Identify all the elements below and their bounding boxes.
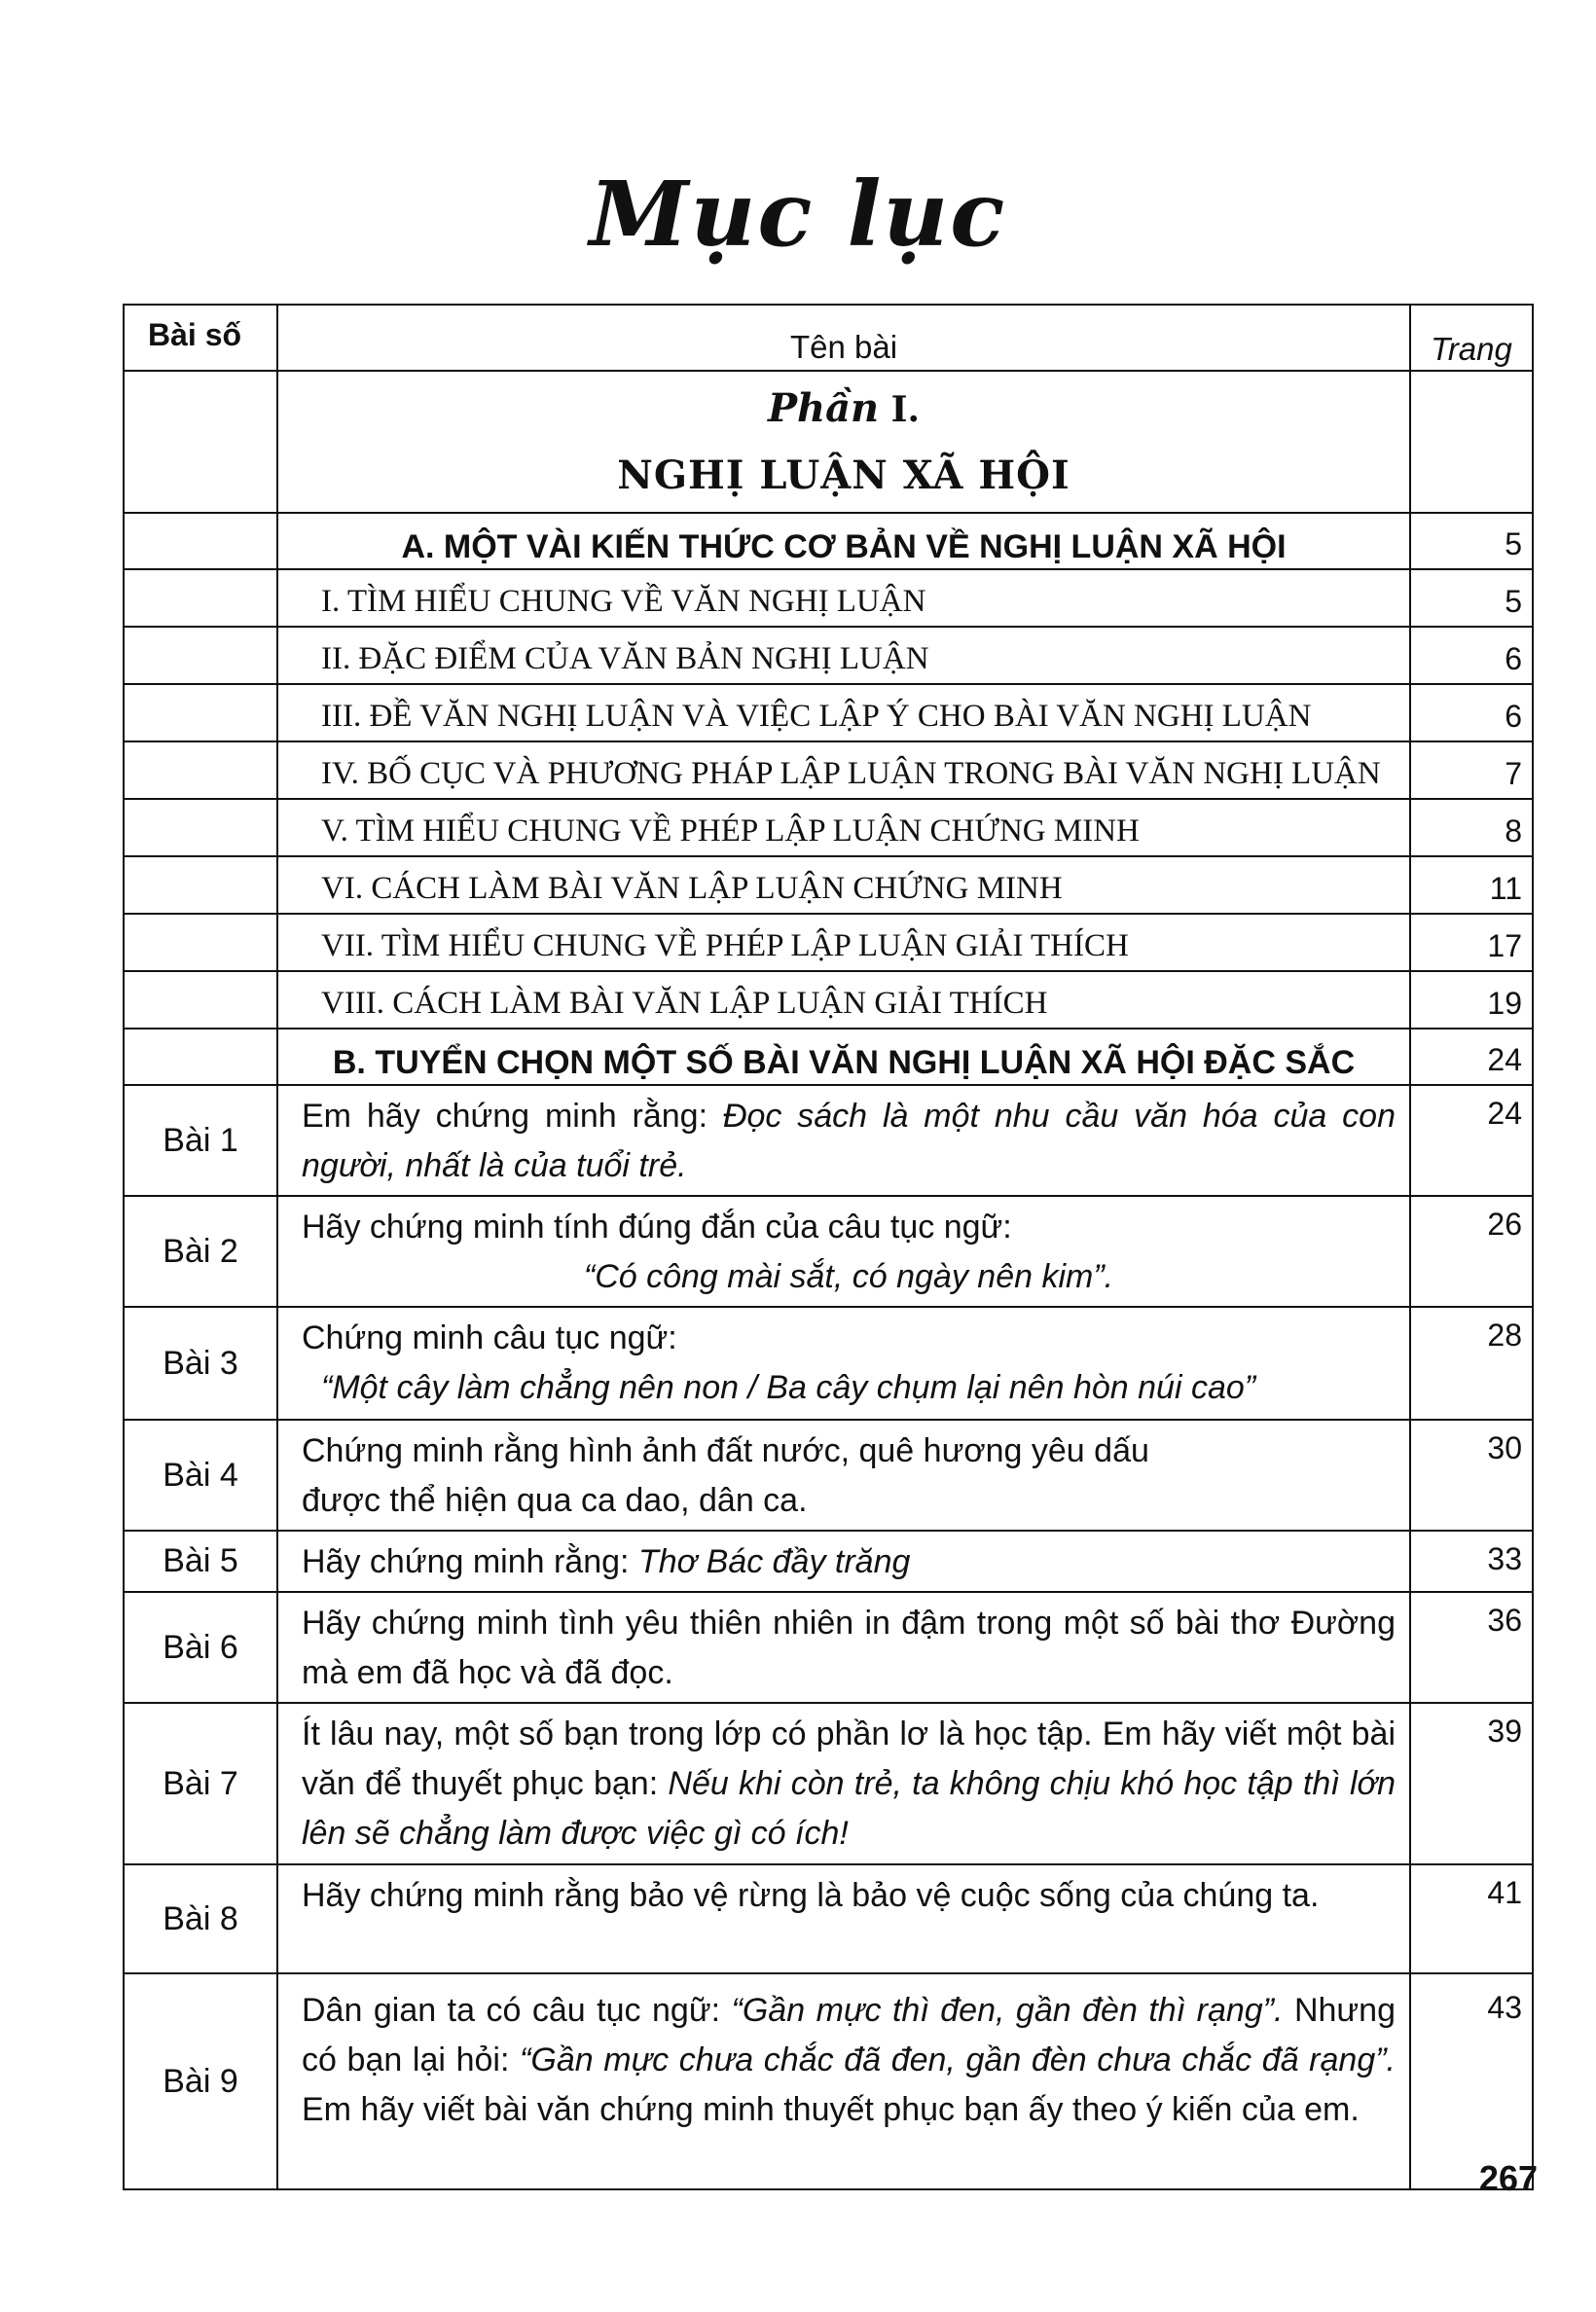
lesson-number: Bài 9 xyxy=(124,1973,277,2189)
lesson-number: Bài 3 xyxy=(124,1307,277,1420)
lesson-row xyxy=(124,1196,1533,1307)
lesson-row xyxy=(124,1531,1533,1592)
page-number: 267 xyxy=(1478,2158,1538,2198)
lesson-row xyxy=(124,1973,1533,2189)
subsection-title: VIII. CÁCH LÀM BÀI VĂN LẬP LUẬN GIẢI THÍCH xyxy=(277,971,1410,1029)
subsection-row xyxy=(124,799,1533,856)
subsection-row xyxy=(124,741,1533,799)
lesson-title: Ít lâu nay, một số bạn trong lớp có phần lơ là học tập. Em hãy viết một bài văn để thuyết phục bạn: Nếu khi còn trẻ, ta không chịu khó học tập thì lớn lên sẽ chẳng làm được việc gì có ích! xyxy=(277,1703,1410,1864)
lesson-number: Bài 2 xyxy=(124,1196,277,1307)
header-page: Trang xyxy=(1410,305,1533,371)
subsection-row xyxy=(124,856,1533,914)
lesson-title: Dân gian ta có câu tục ngữ: “Gần mực thì đen, gần đèn thì rạng”. Nhưng có bạn lại hỏi: “Gần mực chưa chắc đã đen, gần đèn chưa chắc đã rạng”. Em hãy viết bài văn chứng minh thuyết phục bạn ấy theo ý kiến của em. xyxy=(277,1973,1410,2189)
subsection-title: III. ĐỀ VĂN NGHỊ LUẬN VÀ VIỆC LẬP Ý CHO BÀI VĂN NGHỊ LUẬN xyxy=(277,684,1410,741)
lesson-page: 24 xyxy=(1410,1085,1533,1196)
lesson-row xyxy=(124,1420,1533,1531)
subsection-title: VII. TÌM HIỂU CHUNG VỀ PHÉP LẬP LUẬN GIẢI THÍCH xyxy=(277,914,1410,971)
subsection-title: IV. BỐ CỤC VÀ PHƯƠNG PHÁP LẬP LUẬN TRONG BÀI VĂN NGHỊ LUẬN xyxy=(277,741,1410,799)
header-row xyxy=(124,305,1533,371)
section-b-title: B. TUYỂN CHỌN MỘT SỐ BÀI VĂN NGHỊ LUẬN XÃ HỘI ĐẶC SẮC xyxy=(277,1029,1410,1085)
subsection-page: 5 xyxy=(1410,569,1533,627)
lesson-row xyxy=(124,1307,1533,1420)
lesson-title: Em hãy chứng minh rằng: Đọc sách là một nhu cầu văn hóa của con người, nhất là của tuổi trẻ. xyxy=(277,1085,1410,1196)
lesson-number: Bài 6 xyxy=(124,1592,277,1703)
subsection-page: 6 xyxy=(1410,684,1533,741)
lesson-page: 33 xyxy=(1410,1531,1533,1592)
lesson-row xyxy=(124,1592,1533,1703)
lesson-row xyxy=(124,1864,1533,1973)
header-number: Bài số xyxy=(124,305,277,371)
part-title: NGHỊ LUẬN XÃ HỘI xyxy=(617,452,1070,498)
section-b-row xyxy=(124,1029,1533,1085)
lesson-number: Bài 5 xyxy=(124,1531,277,1592)
lesson-page: 39 xyxy=(1410,1703,1533,1864)
subsection-page: 6 xyxy=(1410,627,1533,684)
lesson-page: 36 xyxy=(1410,1592,1533,1703)
part-row xyxy=(124,371,1533,513)
lesson-page: 43 xyxy=(1410,1973,1533,2189)
subsection-row xyxy=(124,914,1533,971)
lesson-title: Hãy chứng minh tính đúng đắn của câu tục ngữ: “Có công mài sắt, có ngày nên kim”. xyxy=(277,1196,1410,1307)
section-a-row xyxy=(124,513,1533,569)
lesson-number: Bài 8 xyxy=(124,1864,277,1973)
section-b-page: 24 xyxy=(1410,1029,1533,1085)
header-title: Tên bài xyxy=(277,305,1410,371)
subsection-title: VI. CÁCH LÀM BÀI VĂN LẬP LUẬN CHỨNG MINH xyxy=(277,856,1410,914)
lesson-row xyxy=(124,1085,1533,1196)
subsection-row xyxy=(124,627,1533,684)
part-label: Phần I. xyxy=(767,385,921,431)
subsection-title: V. TÌM HIỂU CHUNG VỀ PHÉP LẬP LUẬN CHỨNG MINH xyxy=(277,799,1410,856)
lesson-page: 41 xyxy=(1410,1864,1533,1973)
subsection-title: I. TÌM HIỂU CHUNG VỀ VĂN NGHỊ LUẬN xyxy=(277,569,1410,627)
subsection-page: 11 xyxy=(1410,856,1533,914)
section-a-title: A. MỘT VÀI KIẾN THỨC CƠ BẢN VỀ NGHỊ LUẬN XÃ HỘI xyxy=(277,513,1410,569)
lesson-title: Hãy chứng minh tình yêu thiên nhiên in đậm trong một số bài thơ Đường mà em đã học và đã đọc. xyxy=(277,1592,1410,1703)
lesson-page: 30 xyxy=(1410,1420,1533,1531)
subsection-title: II. ĐẶC ĐIỂM CỦA VĂN BẢN NGHỊ LUẬN xyxy=(277,627,1410,684)
table-of-contents xyxy=(123,304,1534,2190)
lesson-page: 28 xyxy=(1410,1307,1533,1420)
subsection-page: 17 xyxy=(1410,914,1533,971)
subsection-row xyxy=(124,569,1533,627)
lesson-row xyxy=(124,1703,1533,1864)
lesson-title: Chứng minh rằng hình ảnh đất nước, quê hương yêu dấu được thể hiện qua ca dao, dân ca. xyxy=(277,1420,1410,1531)
lesson-number: Bài 7 xyxy=(124,1703,277,1864)
subsection-page: 7 xyxy=(1410,741,1533,799)
subsection-page: 19 xyxy=(1410,971,1533,1029)
lesson-number: Bài 1 xyxy=(124,1085,277,1196)
lesson-title: Chứng minh câu tục ngữ: “Một cây làm chẳng nên non / Ba cây chụm lại nên hòn núi cao” xyxy=(277,1307,1410,1420)
subsection-page: 8 xyxy=(1410,799,1533,856)
lesson-page: 26 xyxy=(1410,1196,1533,1307)
subsection-row xyxy=(124,684,1533,741)
lesson-title: Hãy chứng minh rằng: Thơ Bác đầy trăng xyxy=(277,1531,1410,1592)
lesson-number: Bài 4 xyxy=(124,1420,277,1531)
subsection-row xyxy=(124,971,1533,1029)
page-title: Mục lục xyxy=(589,162,1007,267)
section-a-page: 5 xyxy=(1410,513,1533,569)
lesson-title: Hãy chứng minh rằng bảo vệ rừng là bảo vệ cuộc sống của chúng ta. xyxy=(277,1864,1410,1973)
